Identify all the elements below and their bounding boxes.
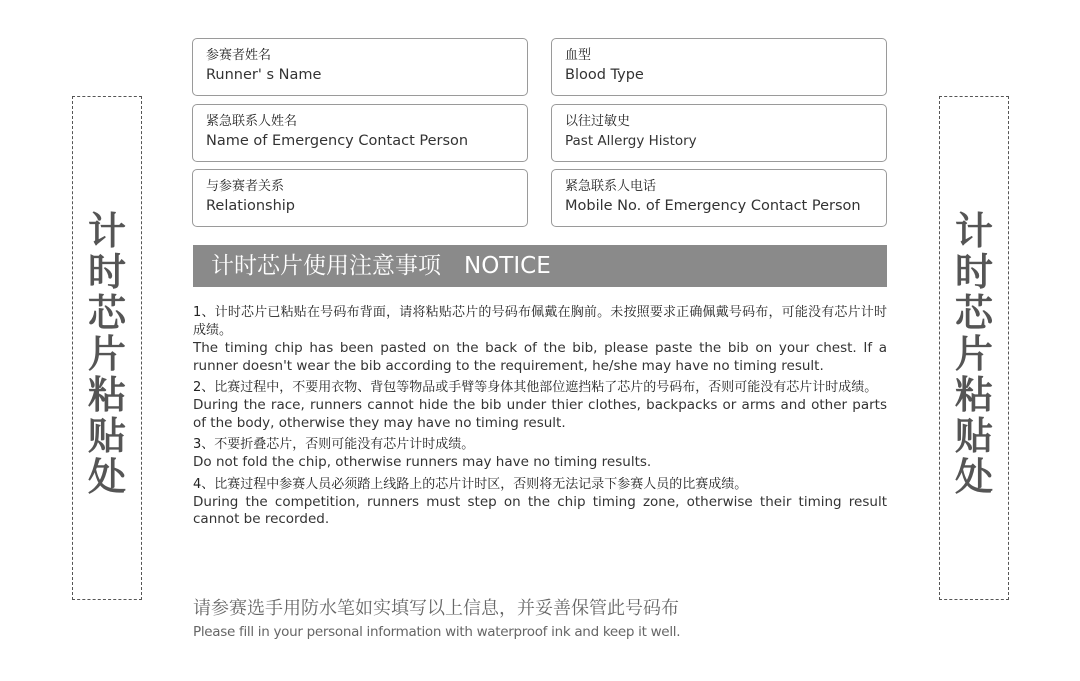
notice-item <box>193 304 887 375</box>
allergy-history-label-zh: 以往过敏史 <box>565 114 631 129</box>
emergency-phone-label-zh: 紧急联系人电话 <box>565 179 657 194</box>
blood-type-label-zh: 血型 <box>565 48 592 63</box>
relationship-field[interactable] <box>192 169 528 227</box>
notice-title: 计时芯片使用注意事项 NOTICE <box>193 245 887 287</box>
notice-item-zh: 3、不要折叠芯片，否则可能没有芯片计时成绩。 <box>193 437 475 452</box>
notice-item <box>193 379 887 432</box>
footer-instruction-zh: 请参赛选手用防水笔如实填写以上信息，并妥善保管此号码布 <box>193 598 679 619</box>
notice-item-zh: 4、比赛过程中参赛人员必须踏上线路上的芯片计时区，否则将无法记录下参赛人员的比赛成绩。 <box>193 476 748 492</box>
emergency-contact-name-field[interactable] <box>192 104 528 162</box>
relationship-label-zh: 与参赛者关系 <box>206 179 285 194</box>
notice-list <box>193 304 887 533</box>
notice-item-en: During the competition, runners must step on the chip timing zone, otherwise their timing result cannot be recorded. <box>193 493 887 527</box>
emergency-phone-label-en: Mobile No. of Emergency Contact Person <box>565 198 861 214</box>
footer-instruction-en: Please fill in your personal information with waterproof ink and keep it well. <box>193 624 681 640</box>
notice-item-zh: 2、比赛过程中，不要用衣物、背包等物品或手臂等身体其他部位遮挡粘了芯片的号码布，否则可能没有芯片计时成绩。 <box>193 380 878 395</box>
notice-item-en: Do not fold the chip, otherwise runners may have no timing results. <box>193 454 652 470</box>
chip-placement-area-right <box>939 96 1009 600</box>
emergency-phone-field[interactable] <box>551 169 887 227</box>
notice-item-en: During the race, runners cannot hide the bib under thier clothes, backpacks or arms and other parts of the body, otherwise they may have no timing result. <box>193 397 887 431</box>
runner-name-label-zh: 参赛者姓名 <box>206 48 272 63</box>
emergency-contact-name-label-en: Name of Emergency Contact Person <box>206 133 469 149</box>
notice-item-en: The timing chip has been pasted on the back of the bib, please paste the bib on your chest. If a runner doesn't wear the bib according to the requirement, he/she may have no timing result. <box>193 340 887 374</box>
allergy-history-label-en: Past Allergy History <box>565 133 697 149</box>
blood-type-label-en: Blood Type <box>565 67 644 83</box>
chip-placement-label-right: 计 时 芯 片 粘 贴 处 <box>954 209 993 499</box>
notice-item <box>193 436 887 472</box>
footer-instructions <box>193 597 883 643</box>
emergency-contact-name-label-zh: 紧急联系人姓名 <box>206 114 298 129</box>
notice-item <box>193 476 887 529</box>
runner-name-label-en: Runner' s Name <box>206 67 322 83</box>
runner-name-field[interactable] <box>192 38 528 96</box>
chip-placement-label-left: 计 时 芯 片 粘 贴 处 <box>87 209 126 499</box>
relationship-label-en: Relationship <box>206 198 296 214</box>
chip-placement-area-left <box>72 96 142 600</box>
blood-type-field[interactable] <box>551 38 887 96</box>
notice-item-zh: 1、计时芯片已粘贴在号码布背面，请将粘贴芯片的号码布佩戴在胸前。未按照要求正确佩戴号码布，可能没有芯片计时成绩。 <box>193 305 887 338</box>
allergy-history-field[interactable] <box>551 104 887 162</box>
